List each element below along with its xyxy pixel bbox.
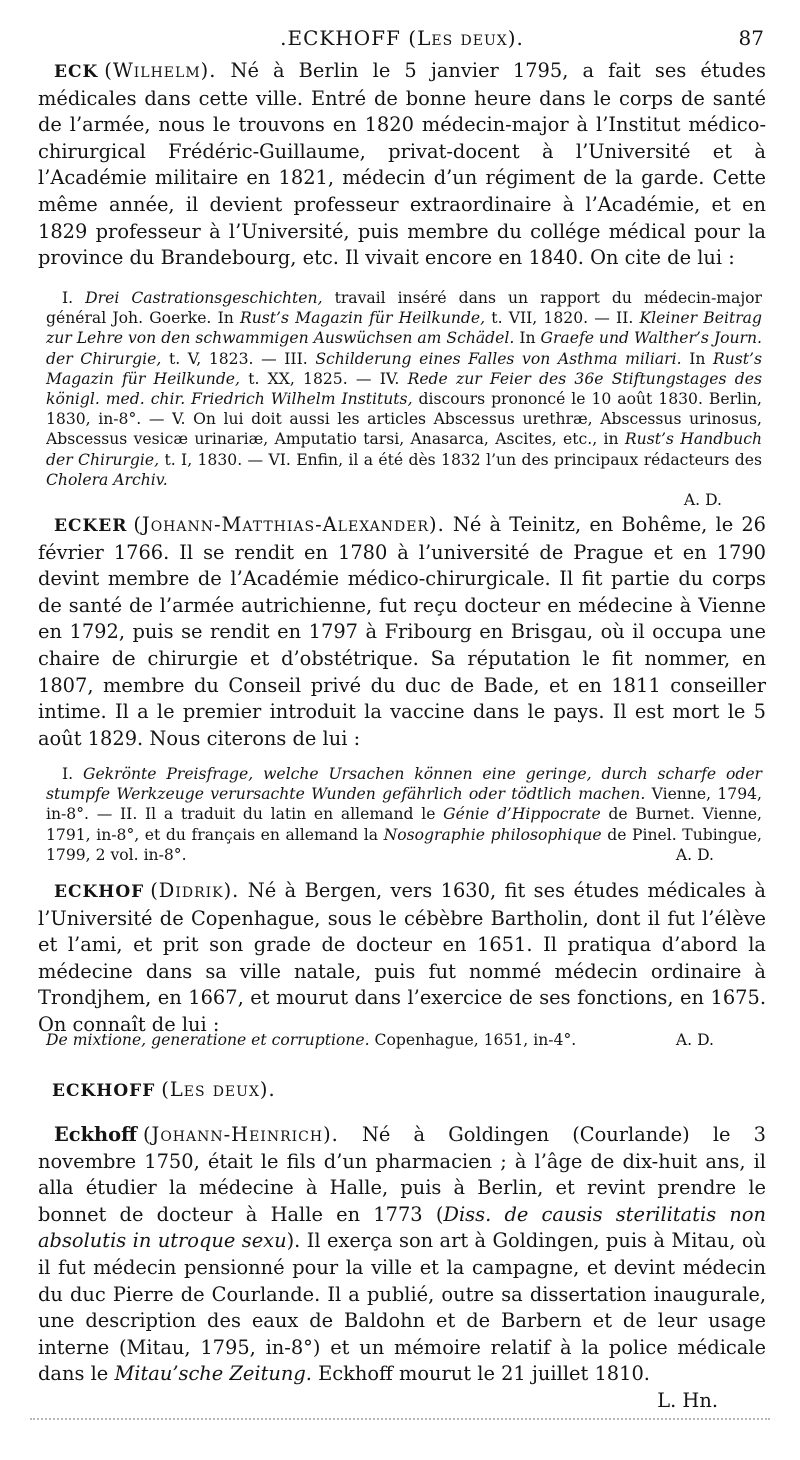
ref-text: discours prononcé le 10 août 1830. Berlin, 1830, in-8°. — V. On lui doit aussi les articles Abscessus urethræ, Abscessus urinosus, Abscessus vesicæ urinariæ, Amputatio tarsi, Anasarca, Ascites, etc., in bbox=[46, 390, 763, 449]
entry-eck-body bbox=[38, 58, 766, 272]
ref-title: Cholera Archiv. bbox=[46, 470, 168, 489]
entry-text: Né à Berlin le 5 janvier 1795, a fait ses études médicales dans cette ville. Entré de bonne heure dans le corps de santé de l’armée, nous le trouvons en 1820 médecin-major à l’Institut médico-chirurgical Frédéric-Guillaume, privat-docent à l’Université et à l’Académie militaire en 1821, médecin d’un régiment de la garde. Cette même année, il devient professeur extraordinaire à l’Académie, et en 1829 professeur à l’Université, puis membre du collége médical pour la province du Brandebourg, etc. Il vivait encore en 1840. On cite de lui : bbox=[38, 59, 766, 270]
ref-title: Schilderung eines Falles von Asthma miliari. bbox=[315, 349, 682, 368]
ref-title: Nosographie philosophique bbox=[383, 825, 602, 844]
ref-title: Rust’s Handbuch der Chirurgie, bbox=[46, 430, 762, 469]
ref-text: t. I, 1830. — VI. Enfin, il a été dès 1832 l’un des principaux rédacteurs des bbox=[164, 450, 762, 469]
ref-title: Kleiner Beitrag zur Lehre von den schwammigen Auswüchsen am Schädel. bbox=[46, 309, 762, 348]
ref-text: t. VII, 1820. — II. bbox=[491, 309, 634, 328]
ref-title: Gekrönte Preisfrage, welche Ursachen können eine geringe, durch scharfe oder stumpfe Werkzeuge verursachte Wunden gefährlich oder tödtlich machen. bbox=[46, 765, 763, 804]
entry-ecker-body bbox=[38, 512, 766, 752]
entry-headword: ECK bbox=[54, 62, 99, 82]
entry-name: (Didrik). bbox=[150, 879, 240, 902]
entry-signature: A. D. bbox=[675, 1031, 714, 1049]
section-name: (Les deux). bbox=[161, 1078, 276, 1101]
subentry-headword: Eckhoff bbox=[54, 1123, 137, 1146]
subentry-italic-title: Mitau’sche Zeitung. bbox=[114, 1362, 312, 1386]
ref-title: Rust’s Magazin für Heilkunde, bbox=[46, 349, 763, 388]
running-head: .ECKHOFF (Les deux). bbox=[280, 26, 524, 50]
entry-text: Né à Teinitz, en Bohême, le 26 février 1766. Il se rendit en 1780 à l’université de Prague et en 1790 devint membre de l’Académie médico-chirurgicale. Il fit partie du corps de santé de l’armée autrichienne, fut reçu docteur en médecine à Vienne en 1792, puis se rendit en 1797 à Fribourg en Brisgau, où il occupa une chaire de chirurgie et d’obstétrique. Sa réputation le fit nommer, en 1807, membre du Conseil privé du duc de Bade, et en 1811 conseiller intime. Il a le premier introduit la vaccine dans le pays. Il est mort le 5 août 1829. Nous citerons de lui : bbox=[38, 513, 766, 750]
entry-name: (Wilhelm). bbox=[104, 59, 217, 82]
entry-ecker-references bbox=[46, 764, 762, 865]
ref-text: Copenhague, 1651, in-4°. bbox=[374, 1031, 577, 1049]
ref-text: In bbox=[519, 329, 536, 348]
ref-title: Drei Castrationsgeschichten, bbox=[85, 289, 323, 307]
ref-text: Vienne, 1794, in-8°. — II. Il a traduit du latin en allemand le bbox=[46, 785, 762, 824]
subentry-text: Eckhoff mourut le 21 juillet 1810. bbox=[318, 1362, 650, 1386]
entry-eckhof-references bbox=[46, 1030, 762, 1050]
subentry-eckhoff-body bbox=[38, 1122, 766, 1415]
bottom-dotted-rule bbox=[30, 1418, 770, 1424]
page-header bbox=[40, 26, 764, 54]
section-headword: ECKHOFF bbox=[52, 1081, 156, 1101]
entry-headword: ECKER bbox=[54, 516, 128, 536]
ref-title: Rust’s Magazin für Heilkunde, bbox=[239, 309, 486, 328]
ref-title: Graefe und Walther’s Journ. der Chirurgie, bbox=[46, 329, 762, 368]
entry-eck-references bbox=[46, 288, 762, 510]
entry-headword: ECKHOF bbox=[54, 882, 145, 902]
subentry-name: (Johann-Heinrich). bbox=[142, 1123, 339, 1146]
ref-text: travail inséré dans un rapport du médecin-major général Joh. Goerke. In bbox=[46, 289, 762, 328]
subentry-italic-title: Diss. de causis sterilitatis non absolutis in utroque sexu bbox=[38, 1202, 766, 1253]
entry-name: (Johann-Matthias-Alexander). bbox=[133, 513, 445, 536]
entry-signature: A. D. bbox=[675, 845, 714, 864]
ref-number: I. bbox=[62, 765, 74, 783]
page-number: 87 bbox=[738, 26, 764, 50]
ref-title: Génie d’Hippocrate bbox=[443, 805, 601, 824]
section-heading bbox=[52, 1078, 276, 1101]
ref-text: In bbox=[689, 349, 706, 368]
subentry-text: ). Il exerça son art à Goldingen, puis à Mitau, où il fut médecin pensionné pour la ville et la campagne, et devint médecin du duc Pierre de Courlande. Il a publié, outre sa dissertation inaugurale, une description des eaux de Baldohn et de Barbern et de leur usage interne (Mitau, 1795, in-8°) et un mémoire relatif à la police médicale dans le bbox=[38, 1229, 766, 1386]
ref-text: de Pinel. Tubingue, 1799, 2 vol. in-8°. bbox=[46, 825, 762, 864]
subentry-signature: L. Hn. bbox=[657, 1388, 718, 1412]
entry-signature: A. D. bbox=[683, 491, 722, 510]
subentry-text: Né à Goldingen (Courlande) le 3 novembre 1750, était le fils d’un pharmacien ; à l’âge de dix-huit ans, il alla étudier la médecine à Halle, puis à Berlin, et revint prendre le bonnet de docteur à Halle en 1773 ( bbox=[38, 1123, 767, 1226]
ref-title: De mixtione, generatione et corruptione. bbox=[46, 1031, 370, 1049]
entry-eckhof-body bbox=[38, 878, 766, 1039]
ref-text: t. V, 1823. — III. bbox=[168, 349, 308, 368]
ref-number: I. bbox=[62, 289, 74, 307]
entry-text: Né à Bergen, vers 1630, fit ses études médicales à l’Université de Copenhague, sous le cébèbre Bartholin, dont il fut l’élève et l’ami, et prit son grade de docteur en 1651. Il pratiqua d’abord la médecine dans sa ville natale, puis fut nommé médecin ordinaire à Trondjhem, en 1667, et mourut dans l’exercice de ses fonctions, en 1675. On connaît de lui : bbox=[38, 879, 766, 1036]
ref-title: Rede zur Feier des 36e Stiftungstages des königl. med. chir. Friedrich Wilhelm Instituts, bbox=[46, 369, 762, 409]
ref-text: t. XX, 1825. — IV. bbox=[248, 369, 400, 388]
ref-text: de Burnet. Vienne, 1791, in-8°, et du français en allemand la bbox=[46, 805, 762, 844]
